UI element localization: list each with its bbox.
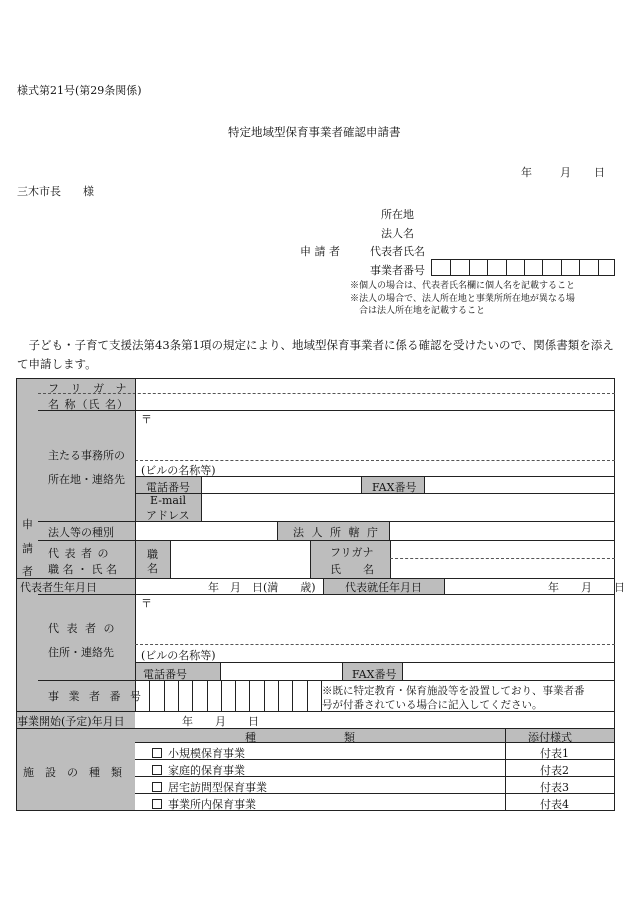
rep-since-label: 代表就任年月日 [345, 581, 422, 594]
col-line [310, 540, 311, 578]
col-line [361, 476, 362, 493]
side-label-1: 申 [22, 518, 33, 531]
office-divider [135, 460, 615, 461]
facility-name: 小規模保育事業 [168, 747, 245, 760]
facility-option-3[interactable] [152, 779, 267, 795]
facility-attach-header: 添付様式 [528, 731, 572, 744]
body-text-line-1: 子ども・子育て支援法第43条第1項の規定により、地域型保育事業者に係る確認を受けたいので、関係書類を添え [17, 338, 614, 352]
fax-input[interactable] [425, 477, 614, 492]
row-line [38, 594, 615, 595]
office-address-input[interactable] [136, 424, 614, 459]
facility-name: 居宅訪問型保育事業 [168, 781, 267, 794]
email-label-1: E-mail [150, 494, 186, 507]
rep-addr-divider [135, 644, 615, 645]
rep-fax-label: FAX番号 [352, 668, 397, 681]
row-line [135, 742, 615, 743]
facility-option-1[interactable] [152, 745, 245, 761]
digit-divider [235, 680, 236, 711]
facility-option-4[interactable] [152, 796, 256, 812]
col-line [342, 662, 343, 680]
addressee: 三木市長 様 [17, 185, 94, 198]
office-label-1: 主たる事務所の [48, 449, 125, 462]
phone-label: 電話番号 [146, 481, 190, 494]
row-line [38, 680, 615, 681]
digit-divider [278, 680, 279, 711]
row-line [16, 711, 615, 712]
digit-divider [164, 680, 165, 711]
col-line [323, 578, 324, 594]
rep-title-label-1: 代 表 者 の [48, 547, 110, 560]
facility-attach-2: 付表2 [540, 764, 569, 777]
authority-input[interactable] [390, 522, 614, 539]
digit-divider [506, 260, 507, 275]
rep-since-value[interactable]: 年 月 日 [548, 581, 625, 594]
building-label: (ビルの名称等) [141, 464, 216, 477]
form-code: 様式第21号(第29条関係) [17, 84, 142, 97]
biz-no-boxes[interactable] [135, 680, 321, 711]
rep-address-input[interactable] [136, 608, 614, 642]
applicant-note-3: 合は法人所在地を記載すること [350, 306, 486, 316]
applicant-label: 申 請 者 [300, 245, 340, 258]
col-line [505, 728, 506, 811]
corp-type-input[interactable] [136, 522, 276, 539]
digit-divider [207, 680, 208, 711]
digit-divider [561, 260, 562, 275]
rep-birth-value[interactable]: 年 月 日(満 歳) [208, 581, 316, 594]
checkbox[interactable] [152, 748, 162, 758]
digit-divider [221, 680, 222, 711]
form-title: 特定地域型保育事業者確認申請書 [228, 125, 401, 139]
start-label: 事業開始(予定)年月日 [17, 715, 125, 728]
name-label: 名 称（氏 名） [48, 398, 129, 411]
digit-divider [487, 260, 488, 275]
rep-addr-label-2: 住所・連絡先 [48, 646, 114, 659]
rep-building-label: (ビルの名称等) [141, 649, 216, 662]
col-line [424, 476, 425, 493]
rep-title-label-2: 職 名 ・ 氏 名 [48, 563, 117, 576]
row-line [38, 410, 615, 411]
col-line [277, 521, 278, 540]
digit-divider [192, 680, 193, 711]
email-input[interactable] [202, 494, 614, 520]
digit-divider [598, 260, 599, 275]
rep-fax-input[interactable] [403, 663, 614, 679]
facility-attach-3: 付表3 [540, 781, 569, 794]
rep-phone-input[interactable] [221, 663, 341, 679]
side-label-3: 者 [22, 565, 33, 578]
business-number-boxes[interactable] [431, 259, 615, 276]
checkbox[interactable] [152, 799, 162, 809]
digit-divider [524, 260, 525, 275]
rep-addr-label-1: 代 表 者 の [48, 622, 117, 635]
digit-divider [264, 680, 265, 711]
date-year: 年 [521, 166, 532, 179]
digit-divider [542, 260, 543, 275]
digit-divider [249, 680, 250, 711]
start-value[interactable]: 年 月 日 [182, 715, 259, 728]
authority-label: 法 人 所 轄 庁 [293, 526, 380, 539]
postal-mark: 〒 [141, 413, 152, 426]
date-day: 日 [594, 166, 605, 179]
rep-postal-mark: 〒 [141, 597, 152, 610]
rep-name-input[interactable] [391, 559, 614, 577]
facility-name: 家庭的保育事業 [168, 764, 245, 777]
rep-furigana-input[interactable] [391, 541, 614, 557]
phone-input[interactable] [202, 477, 360, 492]
post-label-2: 名 [147, 562, 158, 575]
facility-type-header: 種 類 [245, 731, 355, 744]
facility-attach-4: 付表4 [540, 798, 569, 811]
facility-name: 事業所内保育事業 [168, 798, 256, 811]
post-label-1: 職 [147, 548, 158, 561]
col-line [444, 578, 445, 594]
office-label-2: 所在地・連絡先 [48, 473, 125, 486]
digit-divider [450, 260, 451, 275]
digit-divider [178, 680, 179, 711]
applicant-location-label: 所在地 [381, 208, 414, 221]
rep-phone-label: 電話番号 [143, 668, 187, 681]
side-label-2: 請 [22, 542, 33, 555]
post-input[interactable] [171, 541, 309, 577]
biz-no-note-2: 号が付番されている場合に記入してください。 [322, 699, 543, 711]
checkbox[interactable] [152, 782, 162, 792]
applicant-rep-label: 代表者氏名 [370, 245, 425, 258]
fax-label: FAX番号 [372, 481, 417, 494]
furigana-divider [38, 393, 615, 394]
rep-shimei-label: 氏 名 [330, 563, 374, 576]
rep-furigana-label: フリガナ [330, 546, 374, 559]
body-text-line-2: て申請します。 [17, 357, 97, 371]
applicant-note-2: ※法人の場合で、法人所在地と事業所所在地が異なる場 [350, 294, 575, 304]
corp-type-label: 法人等の種別 [48, 526, 114, 539]
facility-label: 施 設 の 種 類 [23, 766, 122, 779]
facility-attach-1: 付表1 [540, 747, 569, 760]
digit-divider [307, 680, 308, 711]
digit-divider [292, 680, 293, 711]
digit-divider [149, 680, 150, 711]
applicant-note-1: ※個人の場合は、代表者氏名欄に個人名を記載すること [350, 281, 576, 291]
digit-divider [579, 260, 580, 275]
furigana-label: フ リ ガ ナ [48, 382, 131, 395]
email-label-2: アドレス [146, 509, 190, 522]
furigana-input[interactable] [136, 383, 614, 392]
biz-no-label: 事 業 者 番 号 [48, 690, 144, 703]
rep-birth-label: 代表者生年月日 [20, 581, 97, 594]
digit-divider [469, 260, 470, 275]
name-input[interactable] [136, 396, 614, 408]
applicant-corp-label: 法人名 [381, 227, 414, 240]
applicant-bizno-label: 事業者番号 [370, 264, 425, 277]
date-month: 月 [560, 166, 571, 179]
biz-no-note-1: ※既に特定教育・保育施設等を設置しており、事業者番 [322, 685, 585, 697]
facility-option-2[interactable] [152, 762, 245, 778]
checkbox[interactable] [152, 765, 162, 775]
